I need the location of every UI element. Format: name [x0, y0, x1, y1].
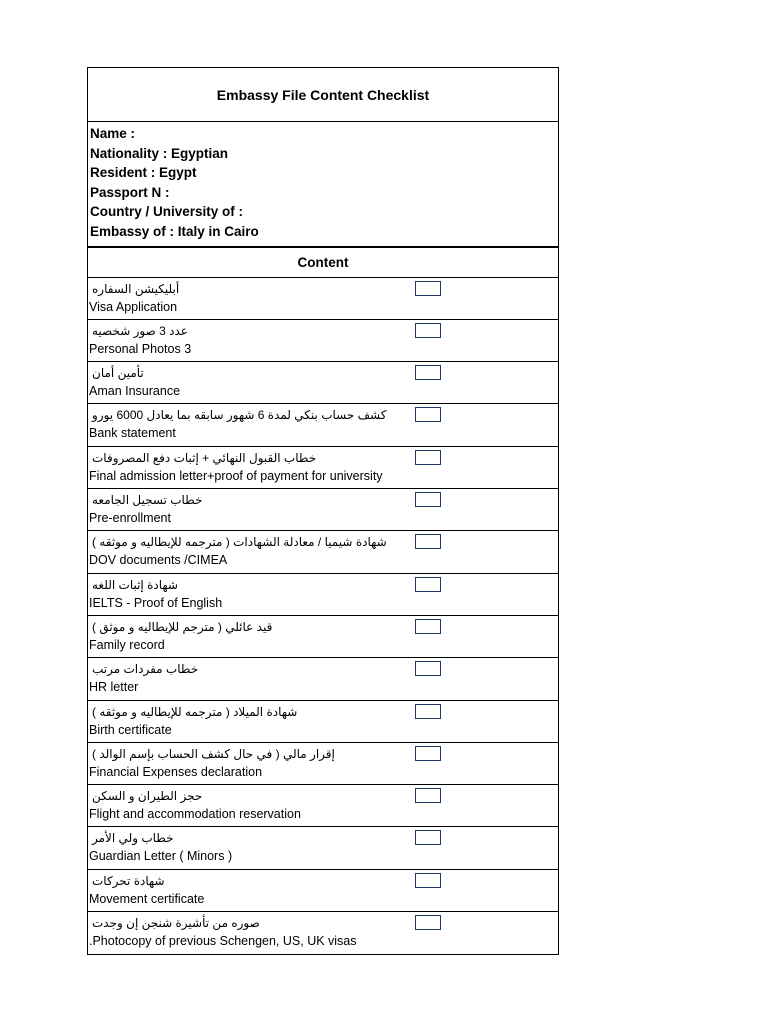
checklist-row	[88, 870, 558, 912]
item-arabic-label: أبليكيشن السفاره	[92, 281, 180, 296]
item-arabic-label: شهادة شيميا / معادلة الشهادات ( مترجمه للإيطاليه و موثقه )	[92, 535, 387, 550]
item-checkbox[interactable]	[415, 492, 441, 507]
item-checkbox[interactable]	[415, 661, 441, 676]
checklist-row	[88, 531, 558, 573]
checklist-row	[88, 278, 558, 320]
item-english-label: Bank statement	[89, 426, 176, 441]
checklist-row	[88, 912, 558, 954]
item-arabic-label: شهادة تحركات	[92, 873, 165, 888]
item-checkbox[interactable]	[415, 450, 441, 465]
country-university-field: Country / University of :	[90, 204, 244, 220]
item-english-label: DOV documents /CIMEA	[89, 553, 228, 568]
item-english-label: Visa Application	[89, 299, 178, 314]
passport-field: Passport N :	[90, 184, 170, 200]
item-checkbox[interactable]	[415, 873, 441, 888]
item-checkbox[interactable]	[415, 830, 441, 845]
checklist-sheet	[87, 67, 559, 955]
item-arabic-label: خطاب مفردات مرتب	[92, 662, 199, 677]
item-arabic-label: إقرار مالي ( في حال كشف الحساب بإسم الوالد )	[92, 746, 335, 761]
item-english-label: HR letter	[89, 680, 139, 695]
item-english-label: Guardian Letter ( Minors )	[89, 849, 233, 864]
item-arabic-label: خطاب تسجيل الجامعه	[92, 493, 203, 508]
item-checkbox[interactable]	[415, 577, 441, 592]
item-english-label: Pre-enrollment	[89, 511, 171, 526]
item-english-label: Movement certificate	[89, 891, 205, 906]
item-checkbox[interactable]	[415, 704, 441, 719]
checklist-items	[88, 278, 558, 955]
item-checkbox[interactable]	[415, 915, 441, 930]
item-arabic-label: كشف حساب بنكي لمدة 6 شهور سابقه بما يعادل 6000 يورو	[92, 408, 387, 423]
item-arabic-label: خطاب القبول النهائي + إثبات دفع المصروفات	[92, 450, 317, 465]
item-arabic-label: تأمين أمان	[92, 366, 144, 381]
item-checkbox[interactable]	[415, 534, 441, 549]
item-arabic-label: عدد 3 صور شخصيه	[92, 323, 188, 338]
item-english-label: Personal Photos 3	[89, 341, 192, 356]
item-english-label: .Photocopy of previous Schengen, US, UK visas	[89, 934, 357, 949]
checklist-row	[88, 701, 558, 743]
item-english-label: IELTS - Proof of English	[89, 595, 223, 610]
embassy-field: Embassy of : Italy in Cairo	[90, 223, 259, 239]
item-checkbox[interactable]	[415, 323, 441, 338]
item-arabic-label: خطاب ولي الأمر	[92, 831, 174, 846]
checklist-row	[88, 489, 558, 531]
item-checkbox[interactable]	[415, 746, 441, 761]
checklist-row	[88, 447, 558, 489]
item-checkbox[interactable]	[415, 365, 441, 380]
checklist-row	[88, 658, 558, 700]
item-arabic-label: شهادة إثبات اللغه	[92, 577, 178, 592]
checklist-row	[88, 616, 558, 658]
name-field: Name :	[90, 126, 136, 141]
item-english-label: Financial Expenses declaration	[89, 764, 263, 779]
item-checkbox[interactable]	[415, 407, 441, 422]
content-header: Content	[88, 248, 558, 278]
item-english-label: Family record	[89, 637, 165, 652]
checklist-row	[88, 785, 558, 827]
checklist-row	[88, 404, 558, 446]
item-arabic-label: حجز الطيران و السكن	[92, 789, 203, 804]
item-english-label: Final admission letter+proof of payment for university	[89, 468, 383, 483]
item-english-label: Flight and accommodation reservation	[89, 807, 301, 822]
item-english-label: Aman Insurance	[89, 384, 181, 399]
item-arabic-label: قيد عائلي ( مترجم للإيطاليه و موثق )	[92, 619, 273, 634]
item-checkbox[interactable]	[415, 788, 441, 803]
item-checkbox[interactable]	[415, 619, 441, 634]
document-title: Embassy File Content Checklist	[88, 68, 558, 122]
checklist-row	[88, 320, 558, 362]
checklist-row	[88, 827, 558, 869]
checklist-row	[88, 362, 558, 404]
resident-field: Resident : Egypt	[90, 165, 197, 181]
item-checkbox[interactable]	[415, 281, 441, 296]
item-arabic-label: شهادة الميلاد ( مترجمه للإيطاليه و موثقه )	[92, 704, 298, 719]
applicant-info	[88, 122, 558, 248]
checklist-row	[88, 574, 558, 616]
item-arabic-label: صوره من تأشيرة شنجن إن وجدت	[92, 916, 260, 931]
item-english-label: Birth certificate	[89, 722, 172, 737]
checklist-row	[88, 743, 558, 785]
nationality-field: Nationality : Egyptian	[90, 145, 229, 161]
